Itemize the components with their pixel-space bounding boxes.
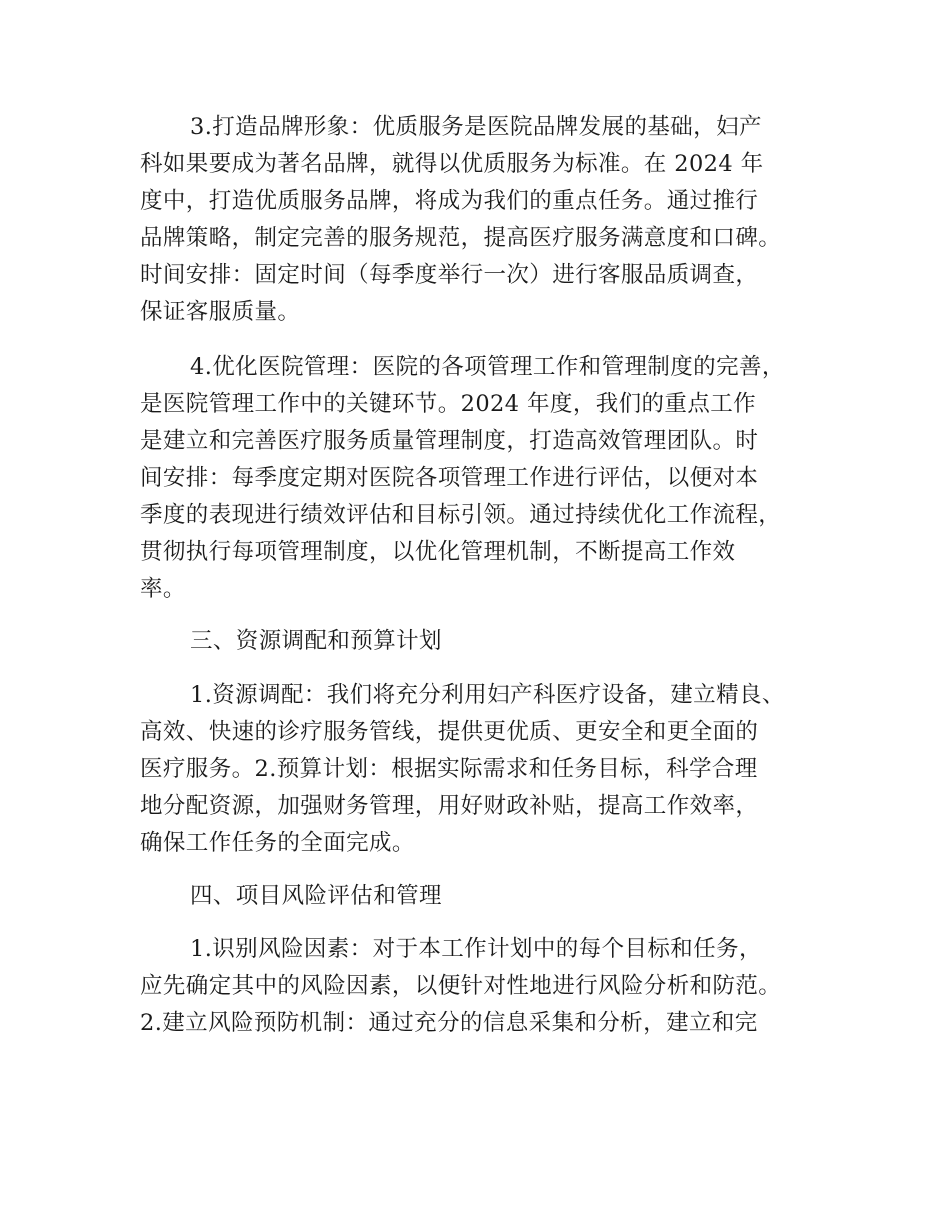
text-line: 4.优化医院管理：医院的各项管理工作和管理制度的完善，	[190, 354, 785, 380]
text-line: 确保工作任务的全面完成。	[140, 830, 415, 856]
text-line: 是医院管理工作中的关键环节。2024 年度，我们的重点工作	[140, 391, 757, 417]
text-line: 时间安排：固定时间（每季度举行一次）进行客服品质调查，	[140, 262, 759, 288]
text-line: 高效、快速的诊疗服务管线，提供更优质、更安全和更全面的	[140, 719, 759, 745]
text-line: 是建立和完善医疗服务质量管理制度，打造高效管理团队。时	[140, 428, 759, 454]
text-line: 2.建立风险预防机制：通过充分的信息采集和分析，建立和完	[140, 1010, 758, 1036]
section-heading-resources: 三、资源调配和预算计划	[190, 628, 442, 654]
text-line: 季度的表现进行绩效评估和目标引领。通过持续优化工作流程，	[140, 502, 782, 528]
text-line: 医疗服务。2.预算计划：根据实际需求和任务目标，科学合理	[140, 756, 758, 782]
text-line: 保证客服质量。	[140, 299, 301, 325]
text-line: 1.资源调配：我们将充分利用妇产科医疗设备，建立精良、	[190, 682, 785, 708]
text-line: 率。	[140, 576, 186, 602]
text-line: 品牌策略，制定完善的服务规范，提高医疗服务满意度和口碑。	[140, 225, 782, 251]
text-line: 1.识别风险因素：对于本工作计划中的每个目标和任务，	[190, 936, 762, 962]
text-line: 度中，打造优质服务品牌，将成为我们的重点任务。通过推行	[140, 188, 759, 214]
text-line: 地分配资源，加强财务管理，用好财政补贴，提高工作效率，	[140, 793, 759, 819]
section-heading-risk: 四、项目风险评估和管理	[190, 883, 442, 909]
text-line: 应先确定其中的风险因素，以便针对性地进行风险分析和防范。	[140, 973, 782, 999]
text-line: 贯彻执行每项管理制度，以优化管理机制，不断提高工作效	[140, 539, 736, 565]
text-line: 科如果要成为著名品牌，就得以优质服务为标准。在 2024 年	[140, 151, 764, 177]
text-line: 3.打造品牌形象：优质服务是医院品牌发展的基础，妇产	[190, 114, 762, 140]
text-line: 间安排：每季度定期对医院各项管理工作进行评估，以便对本	[140, 465, 759, 491]
